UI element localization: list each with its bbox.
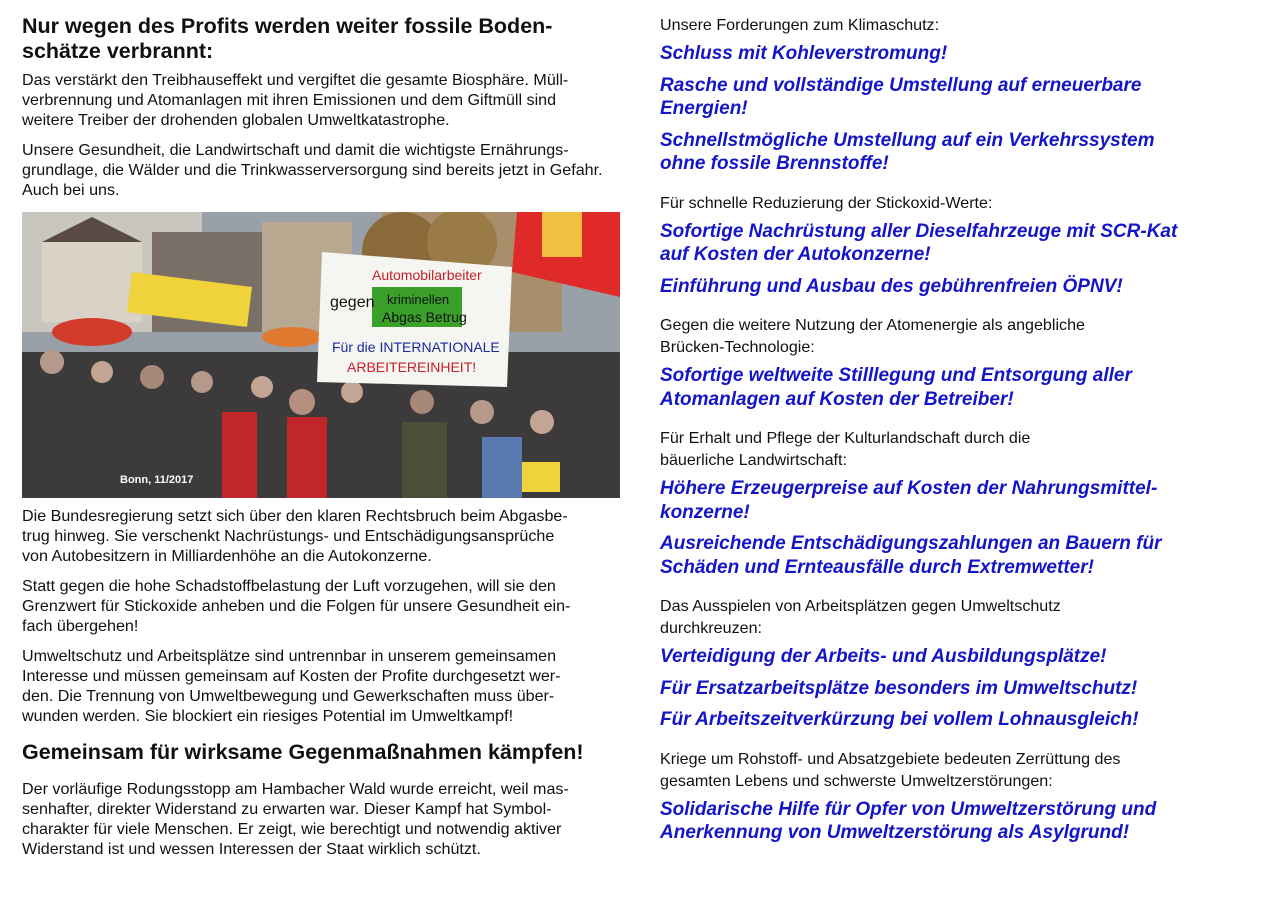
- group-intro: Für Erhalt und Pflege der Kulturlandschaft durch die bäuerliche Landwirtschaft:: [660, 429, 1031, 469]
- heading-profits: Nur wegen des Profits werden weiter fossile Boden- schätze verbrannt:: [22, 14, 553, 63]
- demand-group-kriege: [660, 748, 1260, 845]
- banner-line6: ARBEITEREINHEIT!: [347, 359, 477, 375]
- left-column: [22, 14, 620, 869]
- banner-line5: Für die INTERNATIONALE: [332, 339, 500, 355]
- group-intro: Gegen die weitere Nutzung der Atomenergie als angebliche Brücken-Technologie:: [660, 316, 1085, 356]
- demand-item: Sofortige weltweite Stilllegung und Entsorgung aller Atomanlagen auf Kosten der Betreiber!: [660, 365, 1132, 410]
- group-intro: Für schnelle Reduzierung der Stickoxid-Werte:: [660, 193, 993, 212]
- photo-illustration: [22, 212, 620, 498]
- paragraph-hambacher-wald: Der vorläufige Rodungsstopp am Hambacher Wald wurde erreicht, weil mas- senhafter, direkter Widerstand zu erwarten war. Dieser Kampf hat Symbol- charakter für viele Menschen. Er zeigt, wie berechtigt und notwendig aktiver Widerstand ist und wessen Interessen der Staat wirklich schützt.: [22, 780, 569, 858]
- demand-group-landwirtschaft: [660, 427, 1260, 579]
- group-intro: Das Ausspielen von Arbeitsplätzen gegen Umweltschutz durchkreuzen:: [660, 597, 1061, 637]
- banner-line2: gegen: [330, 294, 375, 311]
- group-intro: Unsere Forderungen zum Klimaschutz:: [660, 16, 940, 34]
- demand-group-atom: [660, 314, 1260, 411]
- paragraph-schadstoff: Statt gegen die hohe Schadstoffbelastung der Luft vorzugehen, will sie den Grenzwert für Stickoxide anheben und die Folgen für unsere Gesundheit ein- fach übergehen!: [22, 577, 571, 635]
- demand-group-arbeitsplaetze: [660, 595, 1260, 732]
- heading-gegenmassnahmen: Gemeinsam für wirksame Gegenmaßnahmen kämpfen!: [22, 740, 584, 764]
- banner-line4: Abgas Betrug: [382, 309, 467, 325]
- paragraph-gesundheit: Unsere Gesundheit, die Landwirtschaft und damit die wichtigste Ernährungs- grundlage, die Wälder und die Trinkwasserversorgung sind bereits jetzt in Gefahr. Auch bei uns.: [22, 141, 603, 199]
- demand-item: Solidarische Hilfe für Opfer von Umweltzerstörung und Anerkennung von Umweltzerstörung als Asylgrund!: [660, 798, 1157, 843]
- demand-item: Schluss mit Kohleverstromung!: [660, 43, 948, 64]
- banner-line1: Automobilarbeiter: [372, 267, 482, 283]
- demonstration-photo: [22, 212, 620, 498]
- photo-caption: Bonn, 11/2017: [120, 474, 194, 486]
- demand-item: Für Ersatzarbeitsplätze besonders im Umweltschutz!: [660, 677, 1138, 699]
- paragraph-bundesregierung: Die Bundesregierung setzt sich über den klaren Rechtsbruch beim Abgasbe- trug hinweg. Sie verschenkt Nachrüstungs- und Entschädigungsansprüche von Autobesitzern in Milliardenhöhe an die Autokonzerne.: [22, 507, 568, 565]
- demand-item: Rasche und vollständige Umstellung auf erneuerbare Energien!: [660, 74, 1142, 119]
- banner-line3: kriminellen: [387, 292, 450, 307]
- paragraph-treibhauseffekt: Das verstärkt den Treibhauseffekt und vergiftet die gesamte Biosphäre. Müll- verbrennung und Atomanlagen mit ihren Emissionen und dem Giftmüll sind weitere Treiber der drohenden globalen Umweltkatastrophe.: [22, 71, 569, 129]
- demand-item: Für Arbeitszeitverkürzung bei vollem Lohnausgleich!: [660, 709, 1139, 730]
- demand-group-stickoxid: [660, 192, 1260, 299]
- group-intro: Kriege um Rohstoff- und Absatzgebiete bedeuten Zerrüttung des gesamten Lebens und schwerste Umweltzerstörungen:: [660, 749, 1121, 790]
- paragraph-umweltschutz: Umweltschutz und Arbeitsplätze sind untrennbar in unserem gemeinsamen Interesse und müssen gemeinsam auf Kosten der Profite durchgesetzt wer- den. Die Trennung von Umweltbewegung und Gewerkschaften muss über- wunden werden. Sie blockiert ein riesiges Potential im Umweltkampf!: [22, 647, 561, 725]
- demand-item: Sofortige Nachrüstung aller Dieselfahrzeuge mit SCR-Kat auf Kosten der Autokonzerne!: [660, 220, 1178, 265]
- demand-item: Höhere Erzeugerpreise auf Kosten der Nahrungsmittel- konzerne!: [660, 478, 1158, 523]
- demand-item: Ausreichende Entschädigungszahlungen an Bauern für Schäden und Ernteausfälle durch Extremwetter!: [660, 533, 1162, 578]
- demand-group-klima: [660, 14, 1260, 176]
- demand-item: Einführung und Ausbau des gebührenfreien ÖPNV!: [660, 275, 1123, 297]
- demand-item: Verteidigung der Arbeits- und Ausbildungsplätze!: [660, 646, 1107, 667]
- right-column: [660, 14, 1260, 861]
- demand-item: Schnellstmögliche Umstellung auf ein Verkehrssystem ohne fossile Brennstoffe!: [660, 129, 1155, 174]
